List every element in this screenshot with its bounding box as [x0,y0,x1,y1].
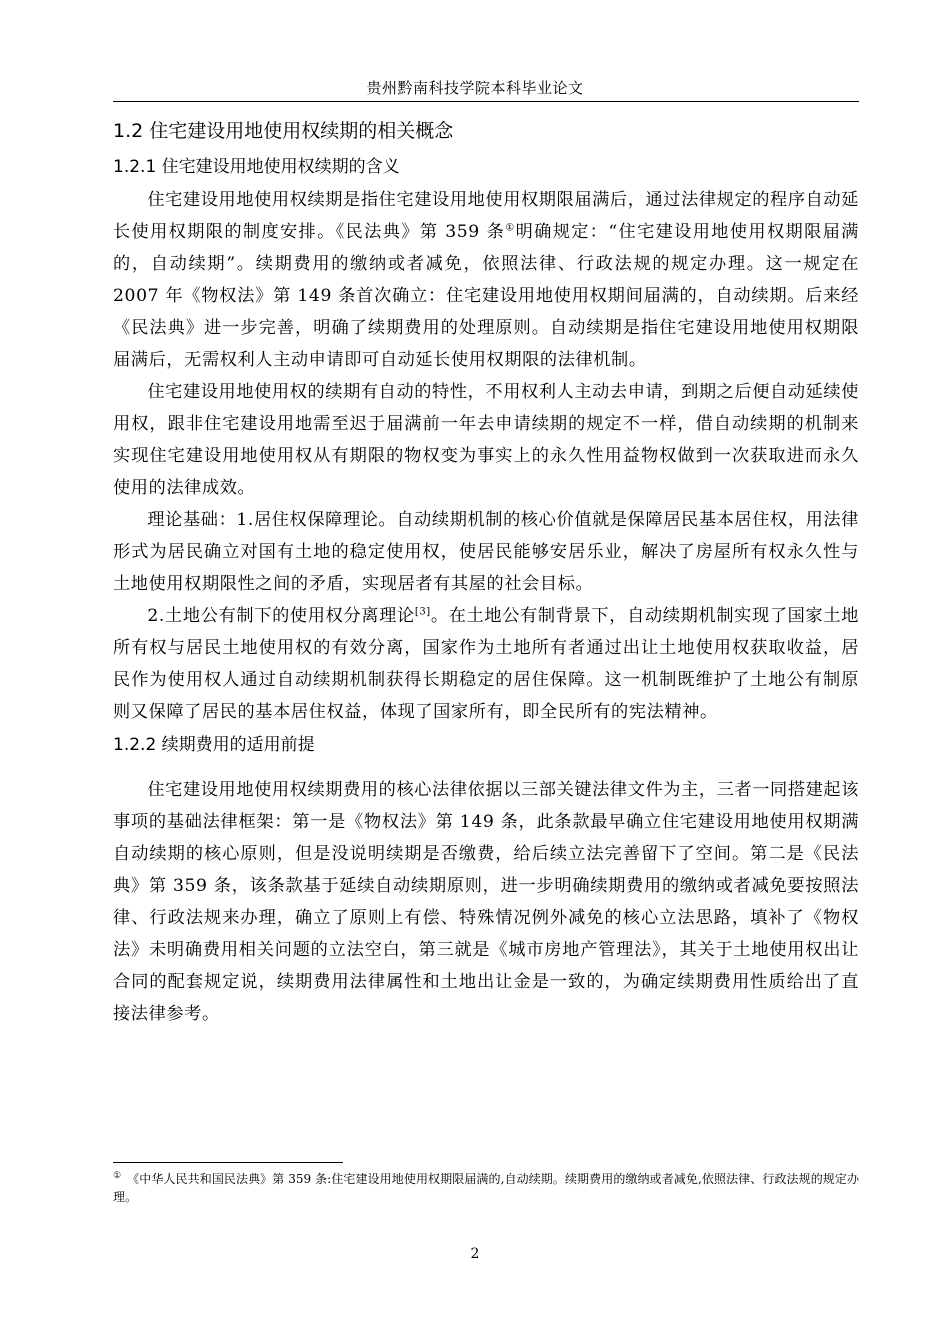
footnote-rule [113,1162,343,1163]
paragraph-theory-1: 理论基础：1.居住权保障理论。自动续期机制的核心价值就是保障居民基本居住权，用法律形式为居民确立对国有土地的稳定使用权，使居民能够安居乐业，解决了房屋所有权永久性与土地使用权期限性之间的矛盾，实现居者有其屋的社会目标。 [113,510,859,594]
header-rule [113,101,859,102]
paragraph-auto-feature: 住宅建设用地使用权的续期有自动的特性，不用权利人主动去申请，到期之后便自动延续使用权，跟非住宅建设用地需至迟于届满前一年去申请续期的规定不一样，借自动续期的机制来实现住宅建设用地使用权从有期限的物权变为事实上的永久性用益物权做到一次获取进而永久使用的法律成效。 [113,382,859,498]
paragraph-text: 2.土地公有制下的使用权分离理论 [147,606,415,626]
paragraph-text: 明确规定：“住宅建设用地使用权期限届满的，自动续期”。续期费用的缴纳或者减免，依照法律、行政法规的规定办理。这一规定在 2007 年《物权法》第 149 条首次确立：住宅建设用地使用权期间届满的，自动续期。后来经《民法典》进一步完善，明确了续期费用的处理原则。自动续期是指住宅建设用地使用权期限届满后，无需权利人主动申请即可自动延长使用权期限的法律机制。 [113,222,859,370]
page-body [113,112,859,1030]
footnote-mark: ① [113,1171,122,1181]
running-header: 贵州黔南科技学院本科毕业论文 [366,79,584,97]
paragraph-meaning [113,184,859,376]
footnote-text: 《中华人民共和国民法典》第 359 条:住宅建设用地使用权期限届满的,自动续期。续期费用的缴纳或者减免,依照法律、行政法规的规定办理。 [113,1172,859,1204]
section-heading-1-2: 1.2 住宅建设用地使用权续期的相关概念 [113,120,454,142]
section-heading-1-2-1: 1.2.1 住宅建设用地使用权续期的含义 [113,157,400,177]
paragraph-text: 。在土地公有制背景下，自动续期机制实现了国家土地所有权与居民土地使用权的有效分离，国家作为土地所有者通过出让土地使用权获取收益，居民作为使用权人通过自动续期机制获得长期稳定的居住保障。这一机制既维护了土地公有制原则又保障了居民的基本居住权益，体现了国家所有，即全民所有的宪法精神。 [113,606,859,722]
paragraph-fee-basis: 住宅建设用地使用权续期费用的核心法律依据以三部关键法律文件为主，三者一同搭建起该事项的基础法律框架：第一是《物权法》第 149 条，此条款最早确立住宅建设用地使用权期满自动续期的核心原则，但是没说明续期是否缴费，给后续立法完善留下了空间。第二是《民法典》第 359 条，该条款基于延续自动续期原则，进一步明确续期费用的缴纳或者减免要按照法律、行政法规来办理，确立了原则上有偿、特殊情况例外减免的核心立法思路，填补了《物权法》未明确费用相关问题的立法空白，第三就是《城市房地产管理法》，其关于土地使用权出让合同的配套规定说，续期费用法律属性和土地出让金是一致的，为确定续期费用性质给出了直接法律参考。 [113,780,859,1024]
paragraph-text: 住宅建设用地使用权续期是指住宅建设用地使用权期限届满后，通过法律规定的程序自动延长使用权期限的制度安排。《民法典》第 359 条 [113,190,859,242]
footnote [113,1170,859,1206]
paragraph-theory-2 [113,600,859,728]
footnote-marker[interactable]: ① [505,222,516,234]
page-number: 2 [470,1246,480,1262]
section-heading-1-2-2: 1.2.2 续期费用的适用前提 [113,735,315,755]
citation-reference[interactable]: [3] [414,606,431,618]
